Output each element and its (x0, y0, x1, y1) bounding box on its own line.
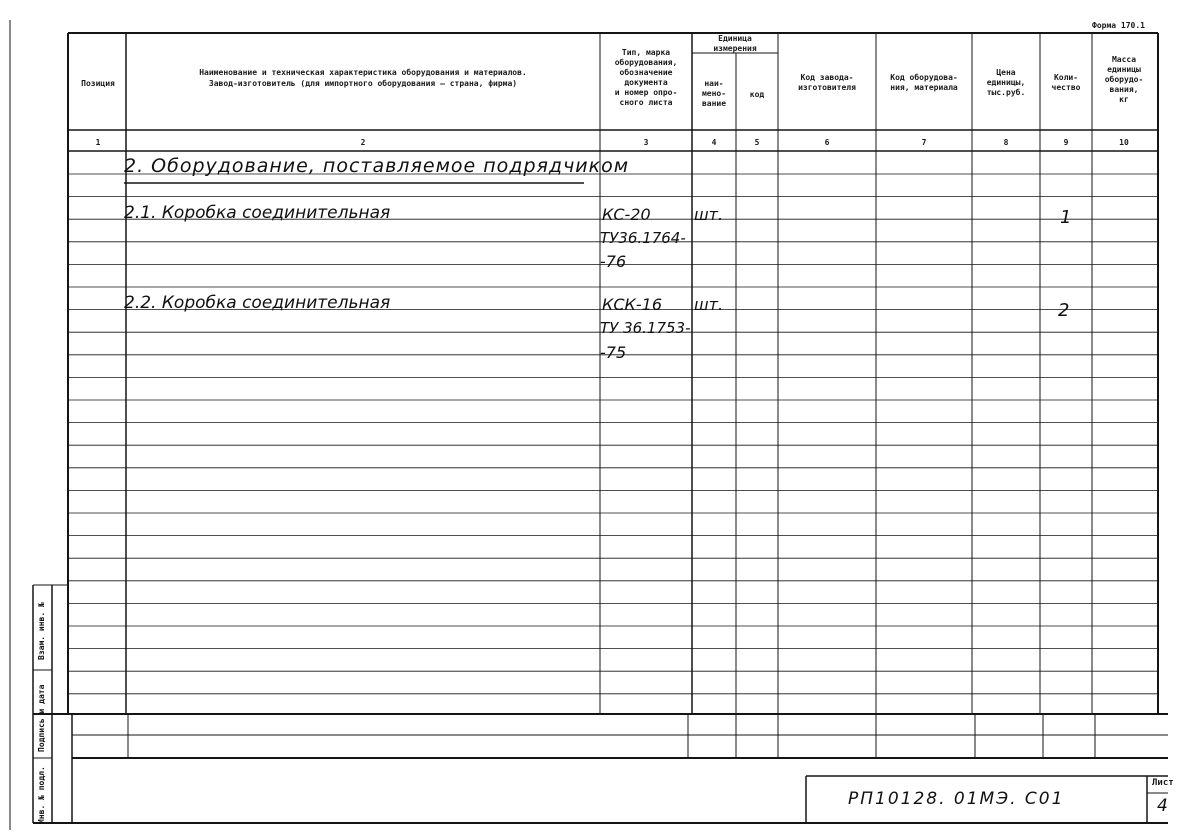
column-number: 4 (711, 138, 717, 147)
item2-name: 2.2. Коробка соединительная (124, 293, 391, 313)
header-name-line2: Завод-изготовитель (для импортного оборудования – страна, фирма) (208, 79, 518, 88)
column-number: 7 (921, 138, 927, 147)
section-title: 2. Оборудование, поставляемое подрядчиком (124, 155, 630, 177)
item2-unit: шт. (694, 295, 724, 314)
side-inv-label: Инв. № подл. (37, 766, 46, 824)
header-price: Цена единицы, тыс.руб. (986, 68, 1026, 97)
item2-quantity: 2 (1058, 300, 1070, 321)
item1-type-line3: -76 (600, 252, 627, 271)
header-type: Тип, марка оборудования, обозначение документа и номер опро- сного листа (614, 48, 678, 107)
header-unit-group: Единица измерения (713, 34, 757, 53)
item1-type-line1: КС-20 (602, 205, 651, 224)
column-number: 5 (754, 138, 760, 147)
column-number: 3 (643, 138, 649, 147)
side-vzam-label: Взам. инв. № (37, 602, 46, 660)
header-equipment-code: Код оборудова- ния, материала (890, 73, 958, 92)
item1-unit: шт. (694, 205, 724, 224)
column-number: 8 (1003, 138, 1009, 147)
item2-type-line3: -75 (600, 343, 627, 362)
item1-name: 2.1. Коробка соединительная (124, 203, 391, 223)
item2-type-line1: КСК-16 (602, 295, 663, 314)
header-mass: Масса единицы оборудо- вания, кг (1104, 55, 1144, 104)
document-code: РП10128. 01МЭ. С01 (848, 789, 1065, 809)
sheet-number: 4 (1157, 796, 1168, 816)
header-quantity: Коли- чество (1051, 73, 1081, 92)
header-unit-name: наи- мено- вание (701, 79, 727, 108)
column-number: 10 (1119, 138, 1129, 147)
column-number: 2 (360, 138, 366, 147)
header-unit-code: код (749, 90, 765, 99)
column-number: 1 (95, 138, 101, 147)
header-factory-code: Код завода- изготовителя (798, 73, 856, 92)
item1-quantity: 1 (1060, 207, 1072, 228)
side-sign-label: Подпись и дата (37, 684, 46, 752)
column-number: 9 (1063, 138, 1069, 147)
item2-type-line2: ТУ 36.1753- (600, 319, 691, 337)
header-name-line1: Наименование и техническая характеристика оборудования и материалов. (199, 68, 527, 77)
column-number: 6 (824, 138, 830, 147)
item1-type-line2: ТУ36.1764- (600, 229, 686, 247)
form-label: Форма 170.1 (1092, 21, 1145, 30)
header-position: Позиция (81, 79, 115, 88)
sheet-label: Лист (1152, 778, 1174, 788)
